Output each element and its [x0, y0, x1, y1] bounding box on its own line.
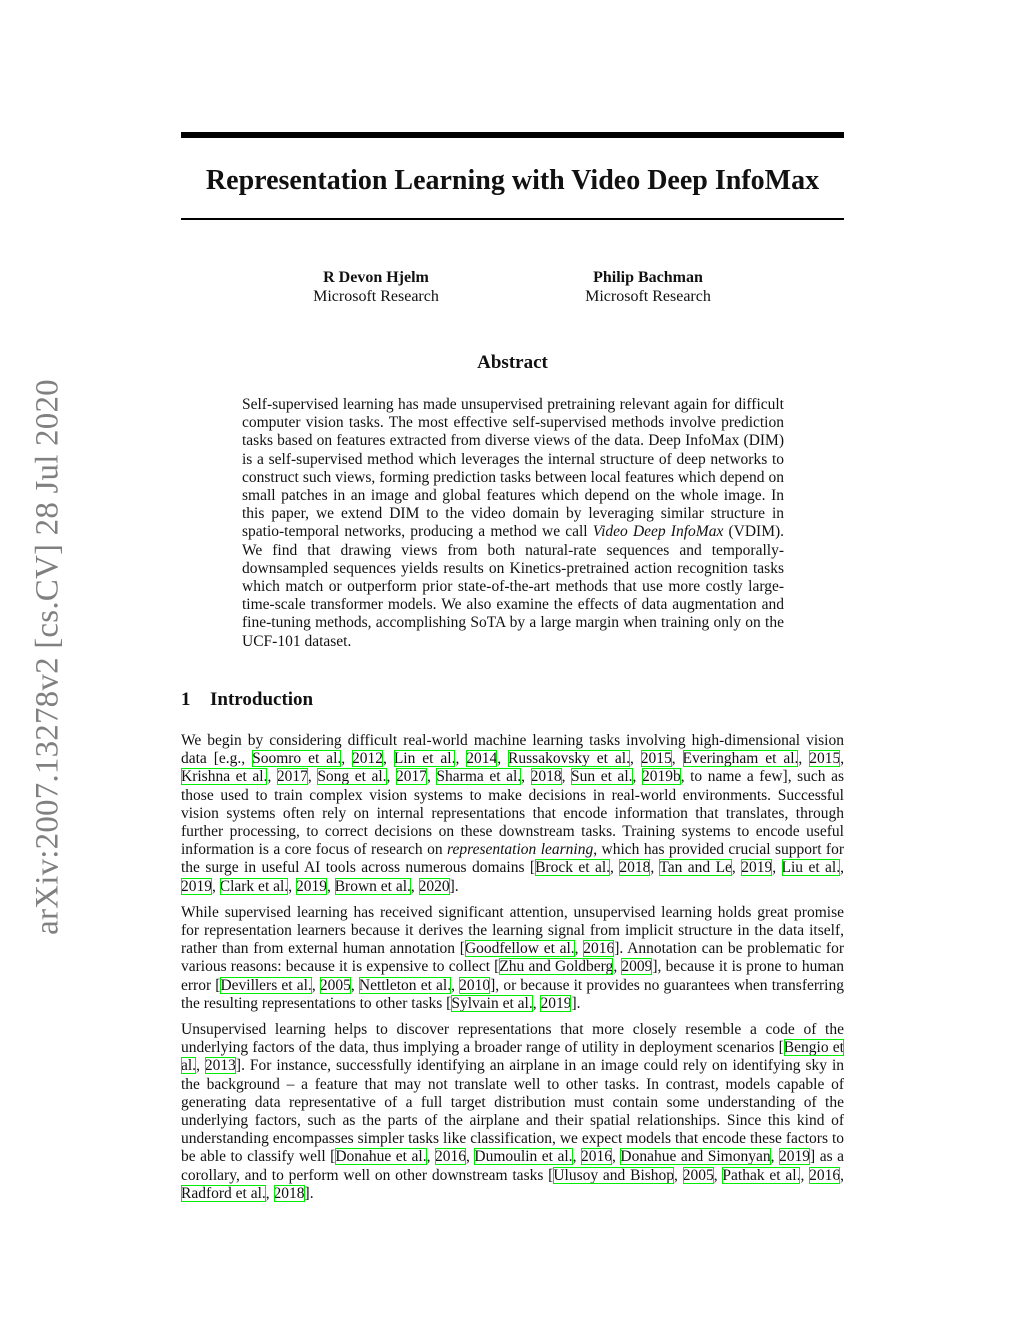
paragraph-text: , — [632, 768, 642, 786]
paragraph-text: , — [311, 976, 320, 994]
paragraph-text: , — [307, 768, 318, 786]
citation-link[interactable]: Song et al. — [317, 768, 387, 786]
citation-link[interactable]: Sharma et al. — [436, 768, 522, 786]
paragraph-text: , — [426, 768, 437, 786]
paragraph-text: , — [521, 768, 531, 786]
paragraph-text: , — [572, 1148, 581, 1166]
author-block — [518, 268, 778, 306]
citation-link[interactable]: 2016 — [809, 1166, 841, 1184]
paragraph-text: , — [212, 877, 220, 895]
citation-link[interactable]: 2019b — [641, 768, 681, 786]
citation-link[interactable]: 2019 — [741, 859, 773, 877]
paragraph-text: , — [629, 750, 641, 768]
intro-paragraph — [181, 1021, 844, 1203]
citation-link[interactable]: Zhu and Goldberg — [499, 958, 614, 976]
paragraph-text: , — [770, 1148, 780, 1166]
paragraph-text: , — [196, 1057, 205, 1075]
paragraph-text: , — [455, 750, 467, 768]
citation-link[interactable]: 2005 — [682, 1166, 714, 1184]
author-affiliation: Microsoft Research — [313, 288, 439, 305]
citation-link[interactable]: Everingham et al. — [682, 750, 799, 768]
citation-link[interactable]: 2015 — [640, 750, 672, 768]
citation-link[interactable]: Sun et al. — [571, 768, 633, 786]
paragraph-text: , — [326, 877, 335, 895]
citation-link[interactable]: Brown et al. — [334, 877, 411, 895]
paragraph-text: , — [800, 1166, 810, 1184]
paragraph-text: We begin by considering difficult real-world machine learning tasks involving high-dimensional vision data [e.g., — [181, 732, 844, 768]
intro-paragraph — [181, 904, 844, 1013]
abstract-method-name: Video Deep InfoMax — [592, 523, 724, 541]
citation-link[interactable]: 2019 — [295, 877, 327, 895]
introduction-body — [181, 732, 844, 1211]
paragraph-text: , — [671, 750, 683, 768]
paragraph-text: ] as a corollary, and to perform well on other downstream tasks [ — [181, 1148, 845, 1184]
paragraph-text: , to name a few], such as those used to train complex vision systems to make decisions in real-world environments. Successful vision systems often rely on internal representations that encode information that translates, through further processing, to correct decisions on these downstream tasks. Training systems to encode useful information is a core focus of research on — [181, 768, 845, 859]
paragraph-text: , — [610, 859, 620, 877]
paragraph-text: , — [465, 1148, 475, 1166]
author-name: R Devon Hjelm — [323, 269, 429, 286]
abstract-text: Self-supervised learning has made unsupervised pretraining relevant again for difficult computer vision tasks. The most effective self-supervised methods involve prediction tasks based on features extracted from diverse views of the data. Deep InfoMax (DIM) is a self-supervised method which leverages the internal structure of deep networks to construct such views, forming prediction tasks between local features which depend on small patches in an image and global features which depend on the whole image. In this paper, we extend DIM to the video domain by leveraging similar structure in spatio-temporal networks, producing a method we call — [242, 396, 784, 541]
author-name: Philip Bachman — [593, 269, 703, 286]
citation-link[interactable]: 2017 — [276, 768, 308, 786]
citation-link[interactable]: 2016 — [583, 940, 615, 958]
citation-link[interactable]: 2018 — [619, 859, 651, 877]
citation-link[interactable]: 2013 — [204, 1057, 236, 1075]
paragraph-text: , — [731, 859, 742, 877]
author-affiliation: Microsoft Research — [585, 288, 711, 305]
title-rule-top — [181, 132, 844, 138]
section-heading — [181, 688, 313, 712]
intro-paragraph — [181, 732, 844, 896]
paragraph-text: , — [341, 750, 353, 768]
citation-link[interactable]: 2019 — [540, 994, 572, 1012]
paragraph-text: , — [772, 859, 782, 877]
citation-link[interactable]: Bengio et al. — [181, 1039, 844, 1075]
citation-link[interactable]: 2016 — [580, 1148, 612, 1166]
citation-link[interactable]: Liu et al. — [781, 859, 841, 877]
paragraph-text: Unsupervised learning helps to discover representations that more closely resemble a code of the underlying factors of the data, thus implying a broader range of utility in deployment scenarios [ — [181, 1021, 844, 1057]
paragraph-text: While supervised learning has received significant attention, unsupervised learning holds great promise for representation learners because it derives the learning signal from implicit structure in the data itself, rather than from external human annotation [ — [181, 903, 844, 958]
citation-link[interactable]: 2012 — [352, 750, 384, 768]
paragraph-text: , — [840, 750, 845, 768]
citation-link[interactable]: 2015 — [809, 750, 841, 768]
citation-link[interactable]: 2005 — [319, 976, 351, 994]
citation-link[interactable]: Ulusoy and Bishop — [553, 1166, 675, 1184]
paragraph-text: , — [713, 1166, 723, 1184]
paragraph-text: , — [386, 768, 396, 786]
paragraph-text: , — [840, 859, 844, 877]
paper-title: Representation Learning with Video Deep InfoMax — [205, 165, 820, 196]
paragraph-text: , — [574, 940, 584, 958]
citation-link[interactable]: 2009 — [621, 958, 653, 976]
citation-link[interactable]: Donahue et al. — [335, 1148, 427, 1166]
emphasized-term: representation learning — [447, 841, 594, 859]
citation-link[interactable]: Donahue and Simonyan — [620, 1148, 771, 1166]
arxiv-id: arXiv:2007.13278v2 [cs.CV] 28 Jul 2020 — [29, 379, 66, 935]
paragraph-text: ], because it is prone to human error [ — [181, 958, 845, 994]
paragraph-text: , — [561, 768, 572, 786]
citation-link[interactable]: 2016 — [434, 1148, 466, 1166]
abstract-body — [242, 396, 784, 651]
citation-link[interactable]: Brock et al. — [535, 859, 611, 877]
citation-link[interactable]: Clark et al. — [219, 877, 289, 895]
paragraph-text: , — [613, 958, 622, 976]
paragraph-text: , — [267, 768, 277, 786]
paragraph-text: , which has provided crucial support for the surge in useful AI tools across numerous domains [ — [181, 841, 844, 877]
paragraph-text: ]. Annotation can be problematic for various reasons: because it is expensive to collect [ — [181, 940, 844, 976]
citation-link[interactable]: Dumoulin et al. — [474, 1148, 573, 1166]
paragraph-text: ]. — [449, 877, 459, 895]
citation-link[interactable]: 2020 — [418, 877, 450, 895]
citation-link[interactable]: Lin et al. — [393, 750, 456, 768]
citation-link[interactable]: 2018 — [273, 1184, 305, 1202]
abstract-heading: Abstract — [477, 352, 548, 373]
citation-link[interactable]: 2014 — [466, 750, 498, 768]
paragraph-text: , — [840, 1166, 845, 1184]
section-title: Introduction — [210, 689, 314, 710]
citation-link[interactable]: Pathak et al. — [722, 1166, 801, 1184]
paragraph-text: , — [532, 994, 541, 1012]
citation-link[interactable]: Krishna et al. — [181, 768, 268, 786]
citation-link[interactable]: Sylvain et al. — [451, 994, 533, 1012]
paragraph-text: , — [410, 877, 419, 895]
citation-link[interactable]: Goodfellow et al. — [464, 940, 575, 958]
citation-link[interactable]: 2010 — [459, 976, 491, 994]
paragraph-text: , — [426, 1148, 435, 1166]
citation-link[interactable]: 2019 — [181, 877, 212, 895]
citation-link[interactable]: 2018 — [530, 768, 562, 786]
paragraph-text: , — [497, 750, 509, 768]
citation-link[interactable]: Nettleton et al. — [358, 976, 452, 994]
citation-link[interactable]: Russakovsky et al. — [508, 750, 630, 768]
paragraph-text: , — [674, 1166, 683, 1184]
abstract-text: (VDIM). We find that drawing views from both natural-rate sequences and temporally-downsampled sequences yields results on Kinetics-pretrained action recognition tasks which match or outperform prior state-of-the-art methods that use more costly large-time-scale transformer models. We also examine the effects of data augmentation and fine-tuning methods, accomplishing SoTA by a large margin when training only on the UCF-101 dataset. — [242, 523, 785, 650]
paragraph-text: , — [798, 750, 810, 768]
paragraph-text: , — [451, 976, 460, 994]
citation-link[interactable]: Soomro et al. — [252, 750, 342, 768]
paragraph-text: , — [350, 976, 359, 994]
paragraph-text: ]. — [571, 994, 581, 1012]
paragraph-text: , — [288, 877, 296, 895]
paragraph-text: , — [383, 750, 394, 768]
citation-link[interactable]: 2017 — [395, 768, 427, 786]
paragraph-text: , — [650, 859, 660, 877]
title-rule-bottom — [181, 218, 844, 220]
paragraph-text: ]. For instance, successfully identifying an airplane in an image could rely on identifying sky in the background – a feature that may not translate well to other tasks. In contrast, models capable of generating data representative of a full target distribution must contain some understanding of the underlying factors, such as the parts of the airplane and their spatial relationships. Since this kind of understanding encompasses simpler tasks like classification, we expect models that encode these factors to be able to classify well [ — [181, 1057, 845, 1166]
citation-link[interactable]: 2019 — [779, 1148, 811, 1166]
paragraph-text: ]. — [304, 1184, 314, 1202]
author-block — [246, 268, 506, 306]
citation-link[interactable]: Radford et al. — [181, 1184, 266, 1202]
citation-link[interactable]: Tan and Le — [659, 859, 732, 877]
paragraph-text: ], or because it provides no guarantees when transferring the resulting representations to other tasks [ — [181, 976, 844, 1012]
citation-link[interactable]: Devillers et al. — [220, 976, 312, 994]
section-number: 1 — [181, 689, 191, 710]
paragraph-text: , — [611, 1148, 621, 1166]
paragraph-text: , — [265, 1184, 274, 1202]
